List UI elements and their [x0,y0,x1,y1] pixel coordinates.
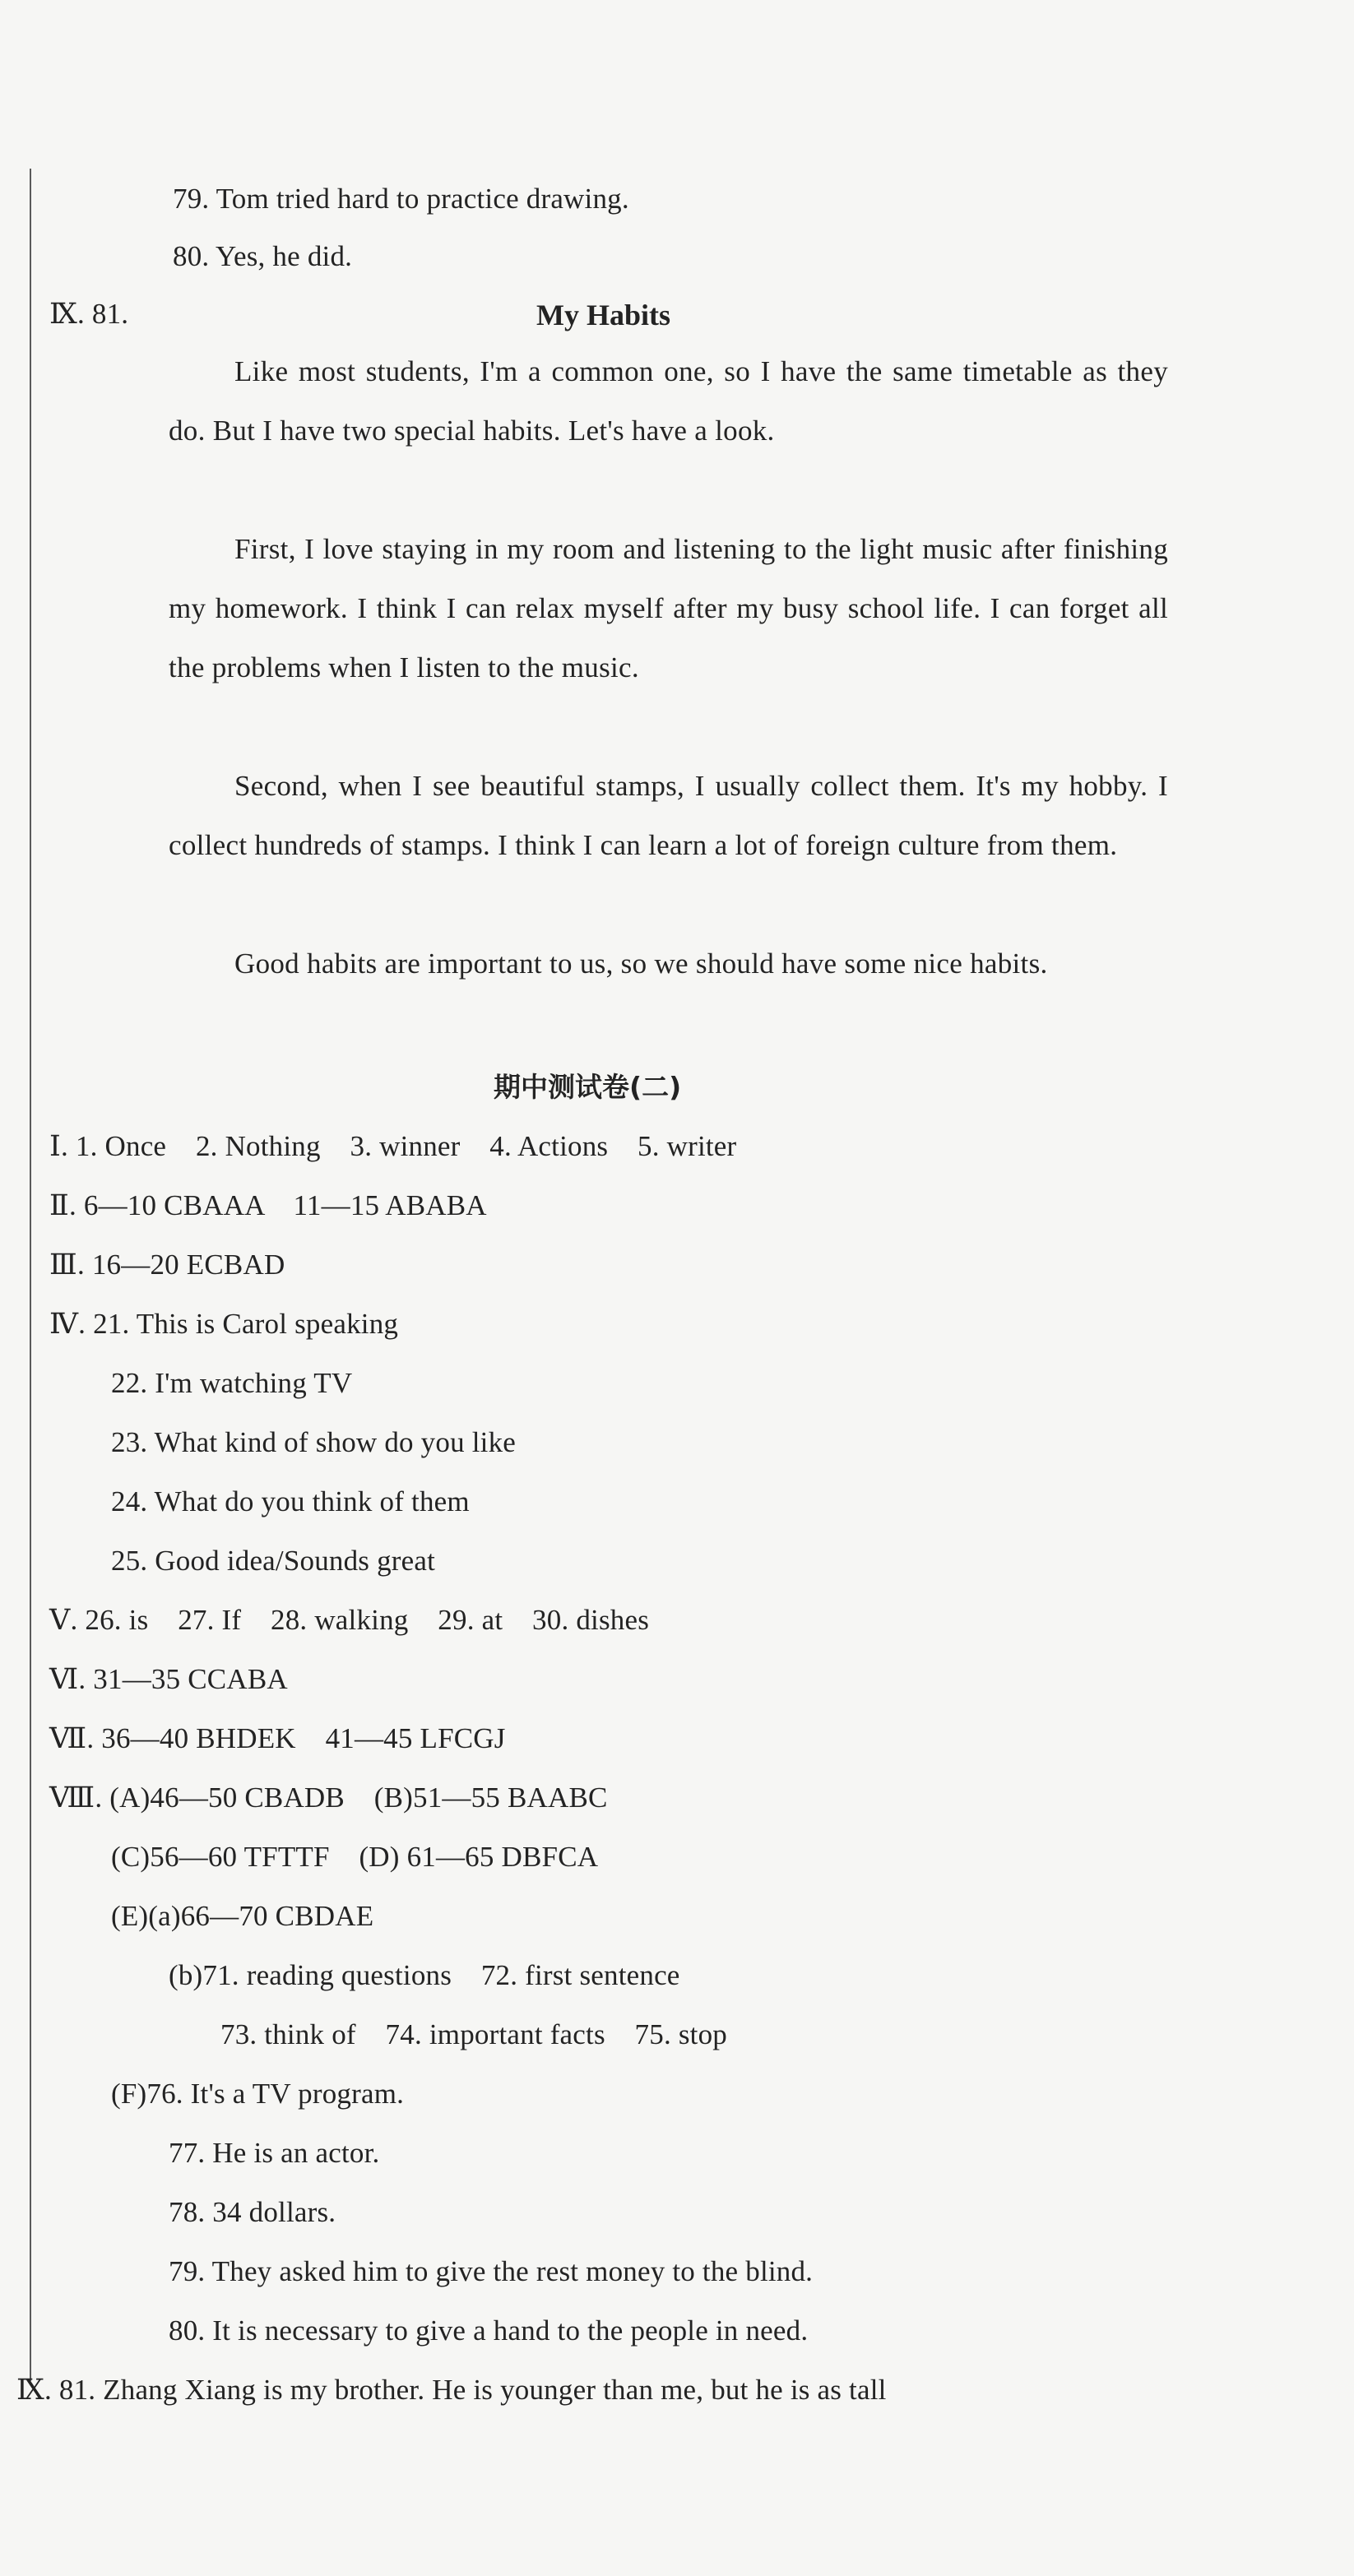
answer-line: (E)(a)66—70 CBDAE [111,1900,374,1932]
answer-line: 79. They asked him to give the rest money to the blind. [169,2255,814,2287]
answer-line: Ⅳ. 21. This is Carol speaking [49,1308,399,1340]
essay-paragraph-4: Good habits are important to us, so we should have some nice habits. [234,947,1048,980]
section-title: 期中测试卷(二) [494,1071,682,1103]
answer-line: (F)76. It's a TV program. [111,2078,405,2110]
answer-line: 25. Good idea/Sounds great [111,1545,436,1577]
essay-paragraph-2: First, I love staying in my room and listening to the light music after finishing my homework. I think I can relax myself after my busy school life. I can forget all the problems when I listen to the music. [169,533,1168,683]
essay-paragraph-1: Like most students, I'm a common one, so I have the same timetable as they do. But I have two special habits. Let's have a look. [169,355,1168,447]
answer-line: Ⅸ. 81. Zhang Xiang is my brother. He is younger than me, but he is as tall [16,2374,887,2406]
answer-line: Ⅴ. 26. is 27. If 28. walking 29. at 30. dishes [49,1604,650,1636]
answer-79: 79. Tom tried hard to practice drawing. [173,183,629,215]
answer-line: 80. It is necessary to give a hand to the people in need. [169,2314,809,2347]
margin-rule [30,169,31,2381]
answer-line: Ⅶ. 36—40 BHDEK 41—45 LFCGJ [49,1722,506,1754]
answer-line: Ⅱ. 6—10 CBAAA 11—15 ABABA [49,1189,487,1221]
answer-line: 78. 34 dollars. [169,2196,336,2228]
answer-line: (C)56—60 TFTTF (D) 61—65 DBFCA [111,1841,599,1873]
answer-line: 22. I'm watching TV [111,1367,353,1399]
answer-line: Ⅵ. 31—35 CCABA [49,1663,288,1695]
answer-line: 73. think of 74. important facts 75. stop [220,2018,728,2050]
answer-line: Ⅰ. 1. Once 2. Nothing 3. winner 4. Actions 5. writer [49,1130,737,1162]
answer-line: 77. He is an actor. [169,2137,380,2169]
answer-80: 80. Yes, he did. [173,240,353,272]
answer-line: (b)71. reading questions 72. first sentence [169,1959,680,1991]
essay-paragraph-3: Second, when I see beautiful stamps, I usually collect them. It's my hobby. I collect hundreds of stamps. I think I can learn a lot of foreign culture from them. [169,770,1168,861]
answer-line: 23. What kind of show do you like [111,1426,517,1458]
answer-line: Ⅲ. 16—20 ECBAD [49,1249,285,1281]
answer-81-label: Ⅸ. 81. [49,298,129,330]
essay-title: My Habits [536,299,671,331]
answer-line: 24. What do you think of them [111,1485,470,1517]
answer-line: Ⅷ. (A)46—50 CBADB (B)51—55 BAABC [49,1781,608,1814]
